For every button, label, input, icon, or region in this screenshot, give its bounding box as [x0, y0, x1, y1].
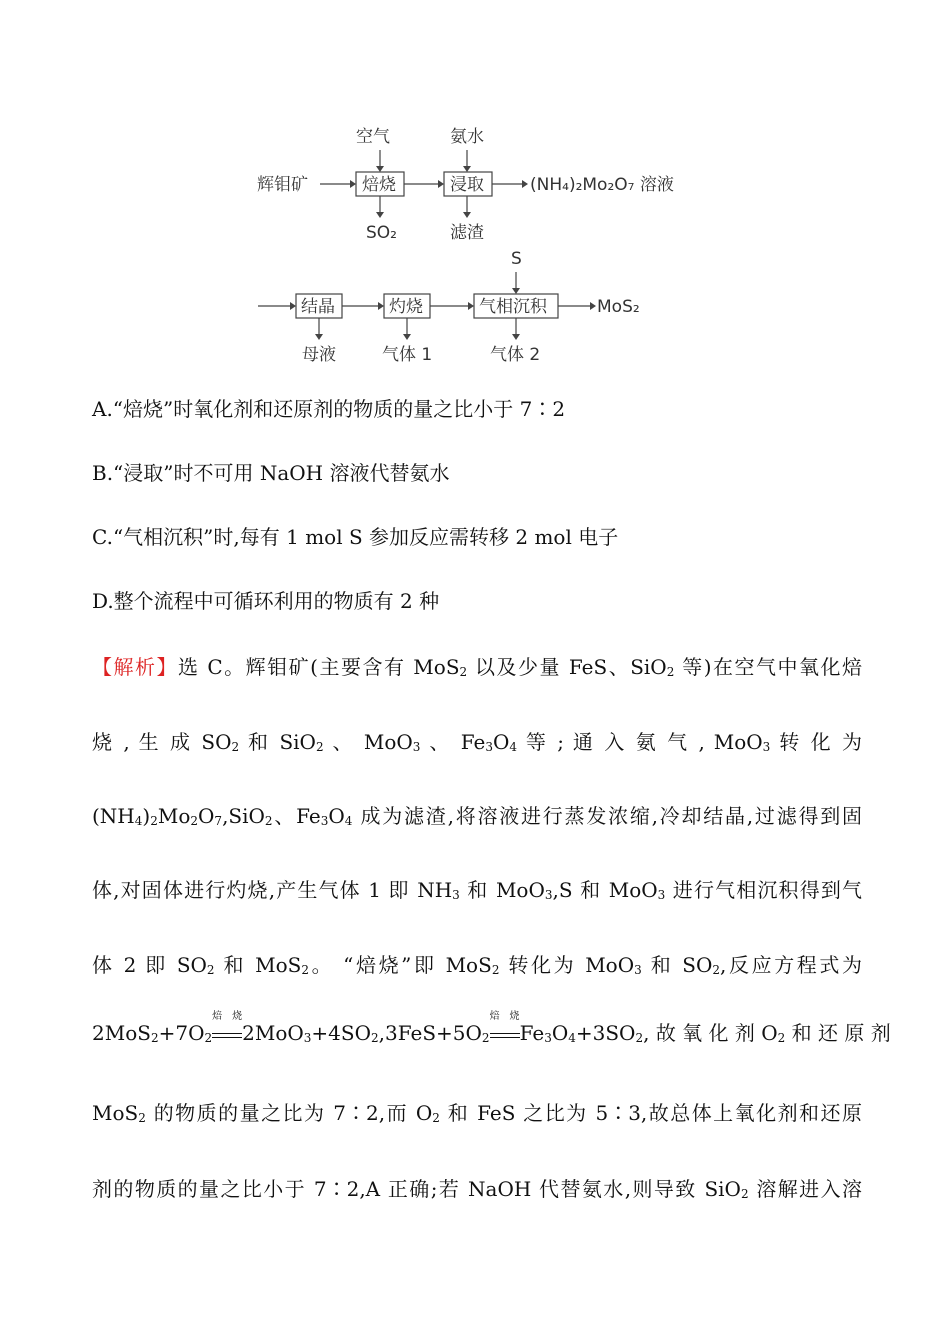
reaction-condition-1: 焙烧 [212, 1031, 242, 1038]
label-source-ore: 辉钼矿 [257, 175, 308, 195]
analysis-line-3: $(NH_4)_2Mo_2O_7,SiO_2$、$Fe_3O_4$ 成为滤渣,将溶液进行蒸发浓缩,冷却结晶,过滤得到固 [92, 804, 862, 828]
label-mos2: MoS₂ [597, 297, 640, 317]
label-residue: 滤渣 [450, 223, 484, 243]
analysis-tag: 【解析】 [92, 655, 178, 679]
label-ammonia: 氨水 [450, 127, 484, 147]
option-c: C.“气相沉积”时,每有 1 mol S 参加反应需转移 2 mol 电子 [92, 525, 619, 549]
analysis-line-2: 烧 , 生 成 $SO_2$ 和 SiO$_2$ 、 MoO$_3$ 、 $Fe_3O_4$ 等 ; 通 入 氨 气 , MoO$_3$ 转 化 为 [92, 730, 862, 754]
box-cvd-label: 气相沉积 [479, 297, 547, 317]
box-leach-label: 浸取 [450, 175, 484, 195]
label-air: 空气 [356, 127, 390, 147]
analysis-line-6: $2MoS_2+7O_2$ 焙烧 $2MoO_3+4SO_2,3FeS+5O_2$ 焙烧 $Fe_3O_4+3SO_2$, 故 氧 化 剂 $O_2$ 和 还 原 剂 [92, 1011, 891, 1045]
label-sulfur: S [511, 249, 522, 269]
analysis-line-4: 体,对固体进行灼烧,产生气体 1 即 $NH_3$ 和 MoO$_3$,S 和 MoO$_3$ 进行气相沉积得到气 [92, 878, 862, 902]
process-flow-diagram [0, 0, 950, 380]
label-mother-liquor: 母液 [302, 345, 336, 365]
analysis-line-8: 剂的物质的量之比小于 7∶2,A 正确;若 NaOH 代替氨水,则导致 SiO$_2$ 溶解进入溶 [92, 1177, 862, 1201]
analysis-line-7: MoS$_2$ 的物质的量之比为 7∶2,而 $O_2$ 和 FeS 之比为 5∶3,故总体上氧化剂和还原 [92, 1101, 862, 1125]
option-b: B.“浸取”时不可用 NaOH 溶液代替氨水 [92, 461, 450, 485]
option-d: D.整个流程中可循环利用的物质有 2 种 [92, 589, 440, 613]
label-product-solution: (NH₄)₂Mo₂O₇ 溶液 [530, 175, 674, 195]
analysis-line-1: 【解析】选 C。辉钼矿(主要含有 MoS$_2$ 以及少量 FeS、SiO$_2$ 等)在空气中氧化焙 [92, 655, 862, 679]
box-roast-label: 焙烧 [362, 175, 396, 195]
box-crystallize-label: 结晶 [301, 297, 335, 317]
reaction-condition-2: 焙烧 [490, 1031, 520, 1038]
box-calcine-label: 灼烧 [389, 297, 423, 317]
option-a: A.“焙烧”时氧化剂和还原剂的物质的量之比小于 7∶2 [92, 397, 566, 421]
label-gas2: 气体 2 [490, 345, 541, 365]
label-gas1: 气体 1 [382, 345, 433, 365]
label-so2: SO₂ [366, 223, 397, 243]
analysis-line-5: 体 2 即 $SO_2$ 和 MoS$_2$。 “焙烧”即 MoS$_2$ 转化为 MoO$_3$ 和 $SO_2$,反应方程式为 [92, 953, 863, 977]
